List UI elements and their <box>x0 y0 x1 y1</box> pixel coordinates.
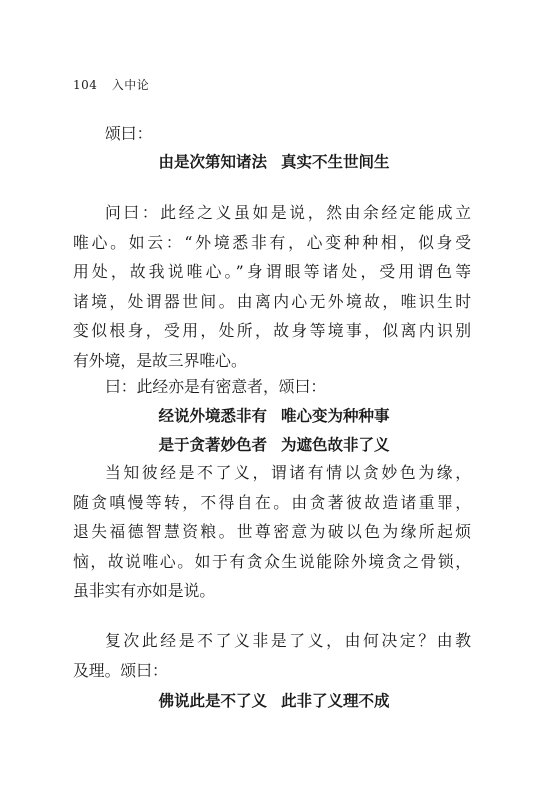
text-line: 虽非实有亦如是说。 <box>73 581 216 601</box>
page-number: 104 <box>73 78 98 92</box>
verse-line-4 <box>0 689 548 711</box>
verse-half: 由是次第知诸法 <box>158 153 267 171</box>
text-line: 复次此经是不了义非是了义，由何决定？由教 <box>105 631 471 650</box>
verse-intro-1: 颂曰： <box>105 124 153 143</box>
paragraph-reasoning <box>73 626 471 685</box>
verse-line-3 <box>0 433 548 455</box>
text-line: 及理。颂曰： <box>73 660 168 680</box>
verse-half: 佛说此是不了义 <box>158 692 267 710</box>
text-line: 唯心。如云：“外境悉非有，心变种种相，似身受 <box>73 232 471 252</box>
text-line: 问曰：此经之义虽如是说，然由余经定能成立 <box>105 203 471 222</box>
running-header <box>73 76 149 93</box>
verse-line-2 <box>0 404 548 426</box>
text-line: 变似根身，受用，处所，故身等境事，似离内识别 <box>73 321 471 341</box>
text-line: 用处，故我说唯心。”身谓眼等诸处，受用谓色等 <box>73 262 471 282</box>
text-line: 当知彼经是不了义，谓诸有情以贪妙色为缘， <box>105 463 471 482</box>
text-line: 恼，故说唯心。如于有贪众生说能除外境贪之骨锁， <box>73 551 471 571</box>
paragraph-question <box>73 198 471 376</box>
paragraph-explanation <box>73 458 471 606</box>
text-line: 有外境，是故三界唯心。 <box>73 350 247 370</box>
text-line: 退失福德智慧资粮。世尊密意为破以色为缘所起烦 <box>73 522 471 542</box>
verse-half: 此非了义理不成 <box>281 692 390 710</box>
verse-intro-2: 曰：此经亦是有密意者，颂曰： <box>105 377 327 396</box>
verse-half: 为遮色故非了义 <box>281 436 390 454</box>
verse-half: 真实不生世间生 <box>281 153 390 171</box>
verse-half: 经说外境悉非有 <box>158 407 267 425</box>
verse-line-1 <box>0 150 548 172</box>
text-line: 随贪嗔慢等转，不得自在。由贪著彼故造诸重罪， <box>73 492 471 512</box>
text-line: 诸境，处谓器世间。由离内心无外境故，唯识生时 <box>73 291 471 311</box>
verse-half: 是于贪著妙色者 <box>158 436 267 454</box>
verse-half: 唯心变为种种事 <box>281 407 390 425</box>
book-title: 入中论 <box>111 78 150 92</box>
